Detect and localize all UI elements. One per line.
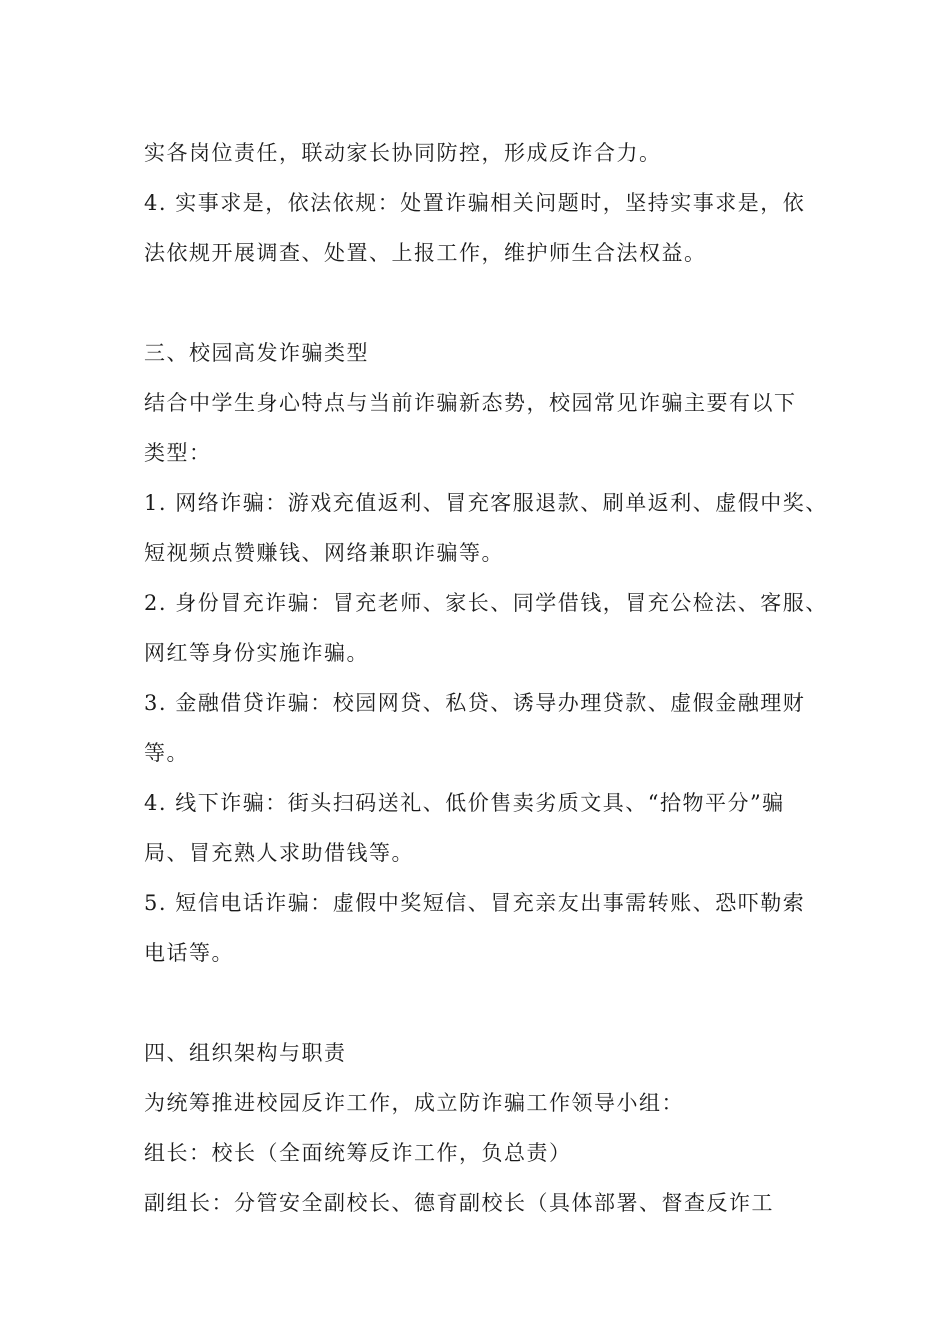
list-item-line: 5. 短信电话诈骗：虚假中奖短信、冒充亲友出事需转账、恐吓勒索 [144, 891, 806, 915]
list-item-line: 3. 金融借贷诈骗：校园网贷、私贷、诱导办理贷款、虚假金融理财 [144, 691, 806, 715]
document-body [144, 128, 828, 1228]
section-heading: 三、校园高发诈骗类型 [144, 341, 369, 365]
paragraph-line: 结合中学生身心特点与当前诈骗新态势，校园常见诈骗主要有以下 [144, 391, 797, 415]
list-item-line: 1. 网络诈骗：游戏充值返利、冒充客服退款、刷单返利、虚假中奖、 [144, 491, 828, 515]
blank-line [144, 278, 824, 328]
section-heading: 四、组织架构与职责 [144, 1041, 347, 1065]
list-item-line: 局、冒充熟人求助借钱等。 [144, 841, 414, 865]
blank-line [144, 978, 824, 1028]
list-item-line: 电话等。 [144, 941, 234, 965]
paragraph-line: 实各岗位责任，联动家长协同防控，形成反诈合力。 [144, 141, 662, 165]
paragraph-line: 类型： [144, 441, 212, 465]
paragraph-line: 组长：校长（全面统筹反诈工作，负总责） [144, 1141, 572, 1165]
paragraph-line: 法依规开展调查、处置、上报工作，维护师生合法权益。 [144, 241, 707, 265]
list-item-line: 等。 [144, 741, 189, 765]
paragraph-line: 为统筹推进校园反诈工作，成立防诈骗工作领导小组： [144, 1091, 684, 1115]
list-item-line: 4. 线下诈骗：街头扫码送礼、低价售卖劣质文具、“拾物平分”骗 [144, 791, 785, 815]
list-item-line: 2. 身份冒充诈骗：冒充老师、家长、同学借钱，冒充公检法、客服、 [144, 591, 828, 615]
list-item-line: 网红等身份实施诈骗。 [144, 641, 369, 665]
list-item-line: 短视频点赞赚钱、网络兼职诈骗等。 [144, 541, 504, 565]
paragraph-line: 副组长：分管安全副校长、德育副校长（具体部署、督查反诈工 [144, 1191, 774, 1215]
paragraph-line: 4. 实事求是，依法依规：处置诈骗相关问题时，坚持实事求是，依 [144, 191, 806, 215]
